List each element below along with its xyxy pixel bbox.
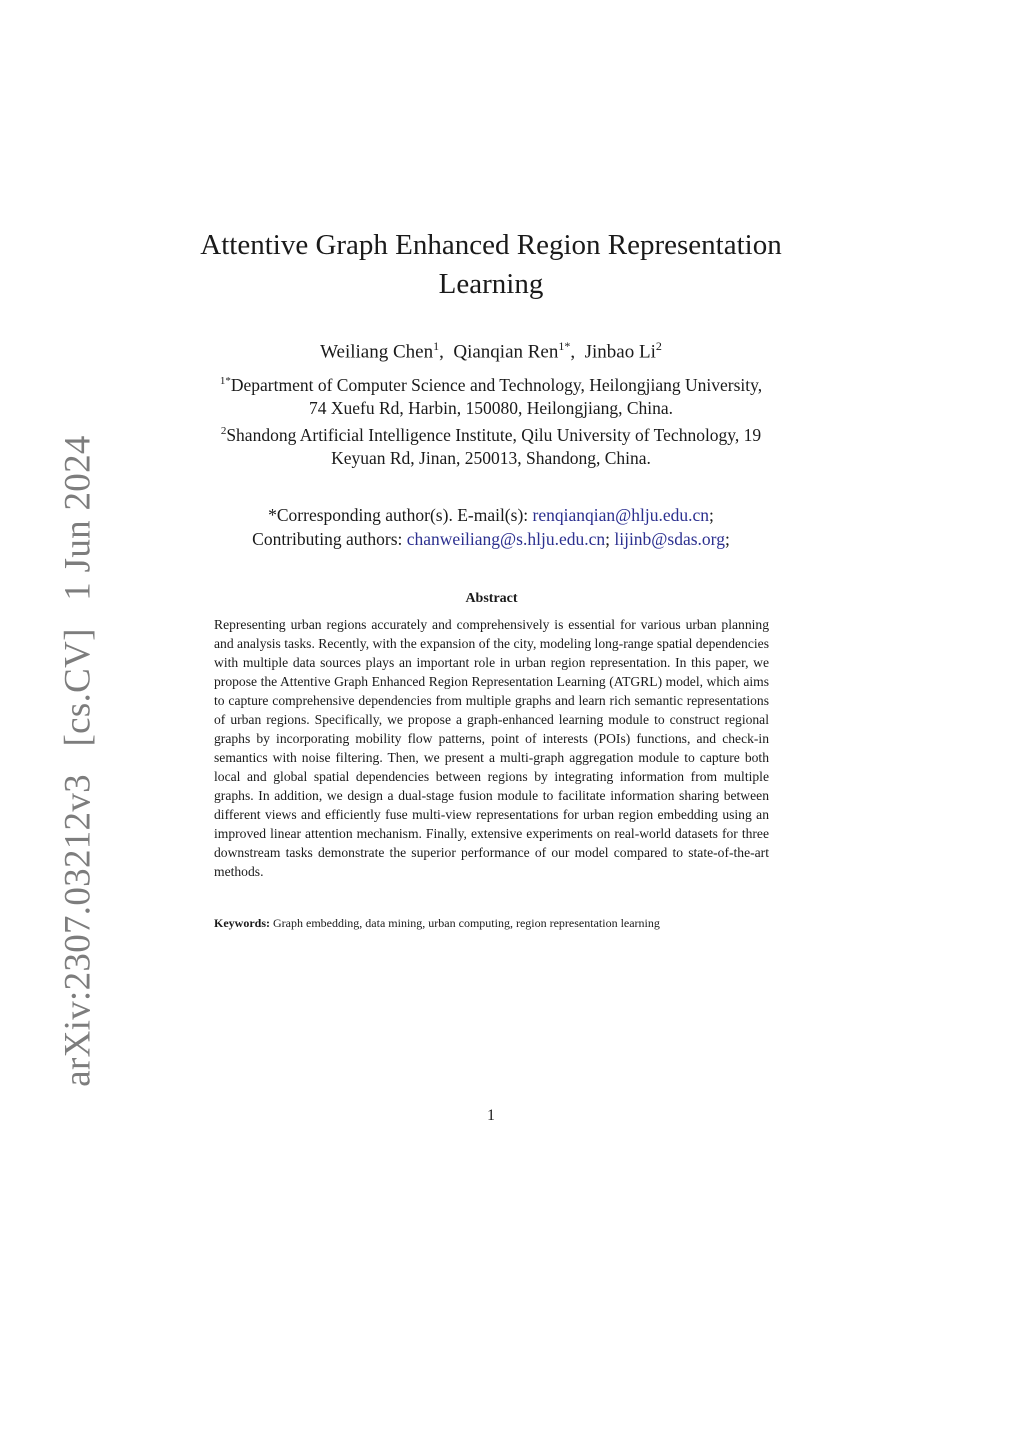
author-affiliation-mark: 1* [558,339,571,353]
affiliation-line: $^{1*}$Department of Computer Science and Technology, Heilongjiang University, [219,374,763,395]
author-name: Jinbao Li [584,341,656,363]
affiliation-line: Keyuan Rd, Jinan, 250013, Shandong, China. [331,447,651,468]
affiliation-line: $^2$Shandong Artificial Intelligence Institute, Qilu University of Technology, 19 [220,424,762,445]
corresponding-label: *Corresponding author(s). E-mail(s): [268,505,529,525]
arxiv-id: arXiv:2307.03212v3 [57,774,99,1087]
author-affiliation-mark: 2 [655,339,662,353]
keywords-text: Graph embedding, data mining, urban computing, region representation learning [273,916,660,930]
contact-info [170,504,812,551]
corresponding-email-link[interactable]: renqianqian@hlju.edu.cn [532,505,709,525]
page-number: 1 [487,1107,495,1124]
arxiv-identifier-stamp [57,417,100,1086]
contributing-authors-line: Contributing authors: chanweiliang@s.hlju.edu.cn; lijinb@sdas.org; [252,528,730,549]
author-affiliation-mark: 1 [433,339,440,353]
author-name: Weiliang Chen [320,341,434,363]
author-name: Qianqian Ren [453,341,559,363]
title-line-2: Learning [438,268,544,300]
arxiv-category: [cs.CV] [57,628,99,747]
arxiv-date: 1 Jun 2024 [57,435,99,601]
paper-title [180,226,802,304]
keywords [214,914,769,932]
author-list: Weiliang Chen$^1$, Qianqian Ren$^{1*}$, Jinbao Li$^2$ [320,339,662,363]
corresponding-author-line: *Corresponding author(s). E-mail(s): renqianqian@hlju.edu.cn; [268,505,714,525]
contributing-email-link[interactable]: chanweiliang@s.hlju.edu.cn [406,528,606,549]
abstract-text: Representing urban regions accurately and comprehensively is essential for various urban planning and analysis tasks. Recently, with the expansion of the city, modeling long-range spatial dependencies with multiple data sources plays an important role in urban region representation. In this paper, we propose the Attentive Graph Enhanced Region Representation Learning (ATGRL) model, which aims to capture comprehensive dependencies from multiple graphs and learn rich semantic representations of urban regions. Specifically, we propose a graph-enhanced learning module to construct regional graphs by incorporating mobility flow patterns, point of interests (POIs) functions, and check-in semantics with noise filtering. Then, we present a multi-graph aggregation module to capture both local and global spatial dependencies between regions by integrating information from multiple graphs. In addition, we design a dual-stage fusion module to facilitate information sharing between different views and efficiently fuse multi-view representations for urban region embedding using an improved linear attention mechanism. Finally, extensive experiments on real-world datasets for three downstream tasks demonstrate the superior performance of our model compared to state-of-the-art methods. [214,617,769,879]
affiliation-line: 74 Xuefu Rd, Harbin, 150080, Heilongjiang, China. [308,397,674,418]
abstract-heading: Abstract [465,591,518,606]
affiliations [170,370,812,470]
contributing-label: Contributing authors: [252,528,403,549]
keywords-label: Keywords: [214,916,270,930]
affiliation-mark: 2 [220,424,227,437]
title-line-1: Attentive Graph Enhanced Region Representation [200,229,782,261]
affiliation-mark: 1* [219,375,231,387]
contributing-email-link[interactable]: lijinb@sdas.org [614,528,725,549]
